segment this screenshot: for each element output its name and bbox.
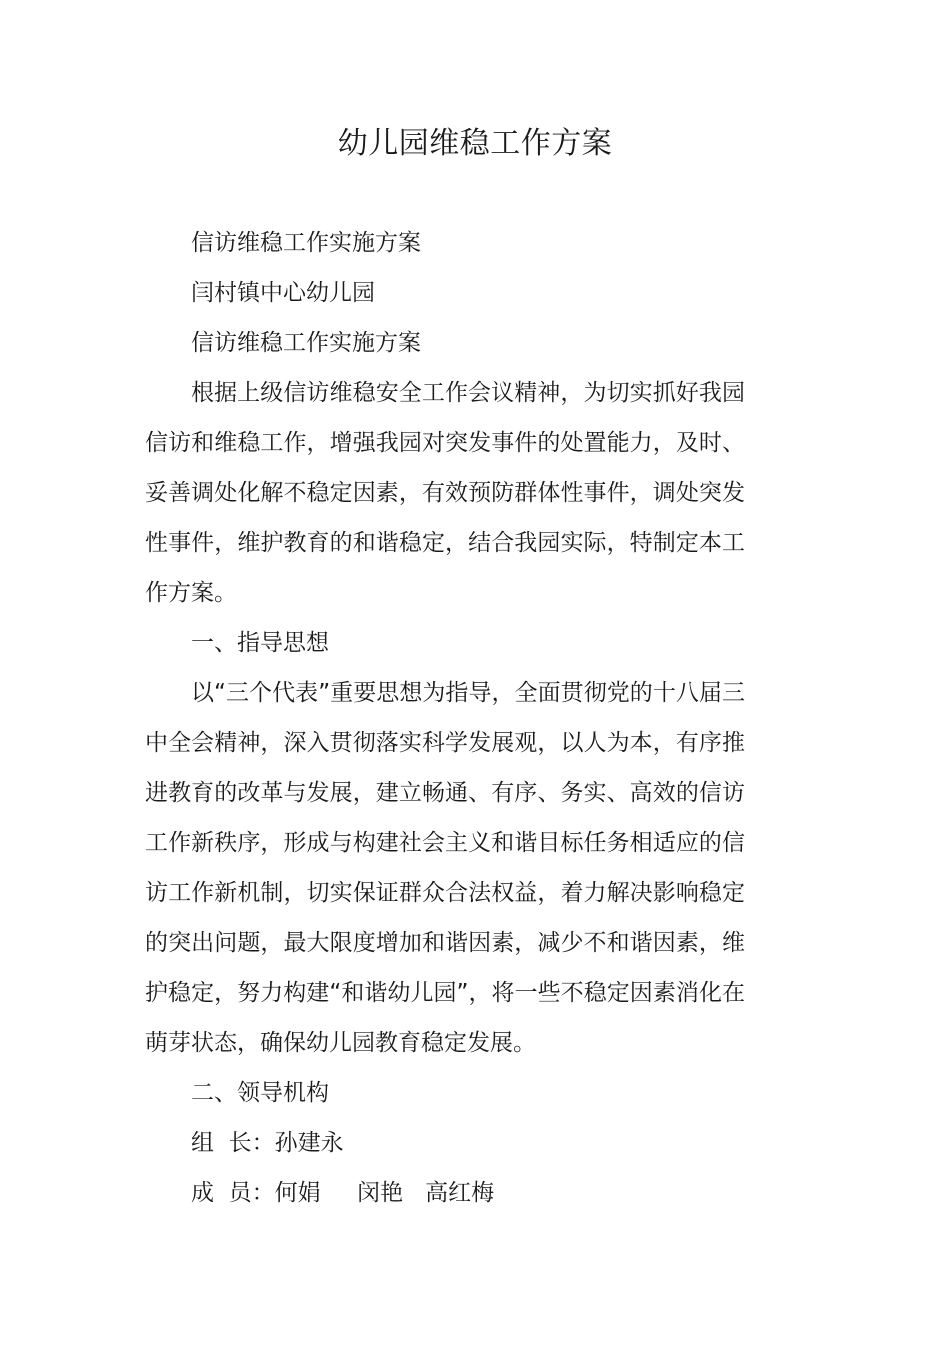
document-body xyxy=(145,218,745,1218)
subtitle-plan-name-repeat: 信访维稳工作实施方案 xyxy=(191,330,421,356)
section-heading-guiding-ideology: 一、指导思想 xyxy=(191,630,329,656)
section-heading-leadership: 二、领导机构 xyxy=(191,1080,329,1106)
subtitle-organization: 闫村镇中心幼儿园 xyxy=(191,280,375,306)
guiding-ideology-paragraph: 以“三个代表”重要思想为指导，全面贯彻党的十八届三中全会精神，深入贯彻落实科学发展观，以人为本，有序推进教育的改革与发展，建立畅通、有序、务实、高效的信访工作新秩序，形成与构建社会主义和谐目标任务相适应的信访工作新机制，切实保证群众合法权益，着力解决影响稳定的突出问题，最大限度增加和谐因素，减少不和谐因素，维护稳定，努力构建“和谐幼儿园”，将一些不稳定因素消化在萌芽状态，确保幼儿园教育稳定发展。 xyxy=(145,680,745,1056)
intro-paragraph: 根据上级信访维稳安全工作会议精神，为切实抓好我园信访和维稳工作，增强我园对突发事件的处置能力，及时、妥善调处化解不稳定因素，有效预防群体性事件，调处突发性事件，维护教育的和谐稳定，结合我园实际，特制定本工作方案。 xyxy=(145,380,745,606)
document-title: 幼儿园维稳工作方案 xyxy=(337,126,613,161)
members-line: 成 员：何娟 闵艳 高红梅 xyxy=(191,1180,495,1206)
subtitle-plan-name: 信访维稳工作实施方案 xyxy=(191,230,421,256)
leader-line: 组 长：孙建永 xyxy=(191,1130,344,1156)
